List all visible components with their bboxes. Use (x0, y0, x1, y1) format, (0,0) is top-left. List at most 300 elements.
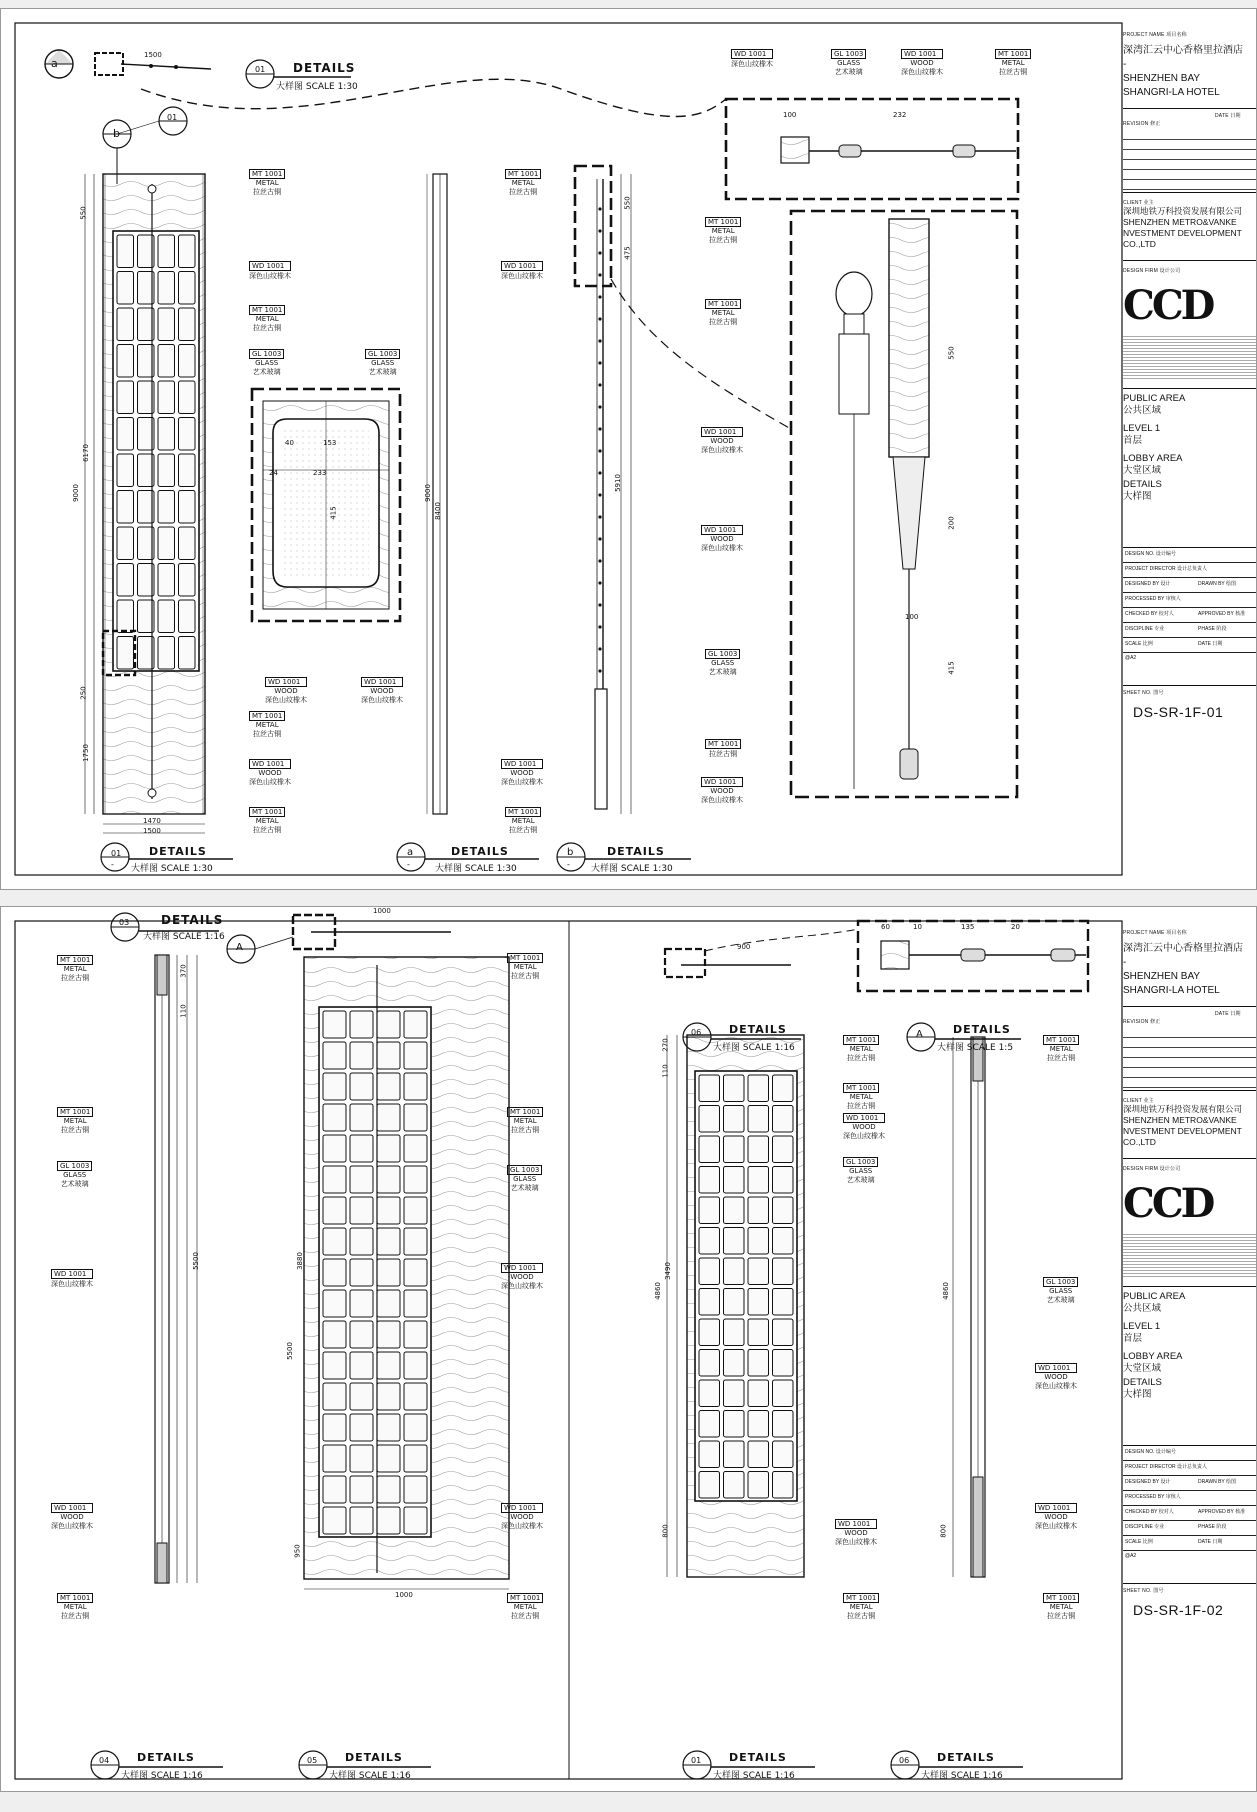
s2-label-mt-2: MT 1001 METAL 拉丝古铜 (57, 1107, 93, 1135)
glass-cell (323, 1290, 346, 1317)
glass-cell (377, 1445, 400, 1472)
client-en-2-2: NVESTMENT DEVELOPMENT CO.,LTD (1123, 1126, 1242, 1147)
glass-cell (179, 454, 196, 487)
client-cn-2: 深圳地铁万科投资发展有限公司 (1123, 1104, 1243, 1114)
glass-cell (377, 1197, 400, 1224)
title-details-05: DETAILS (345, 1751, 403, 1764)
glass-cell (404, 1507, 427, 1534)
dim-100b: 100 (905, 613, 919, 621)
fixing-point (598, 493, 601, 496)
glass-cell (179, 491, 196, 524)
glass-cell (350, 1476, 373, 1503)
fixing-point (598, 537, 601, 540)
dim-5500: 5500 (191, 1252, 200, 1270)
label-mt-5: MT 1001 METAL 拉丝古铜 (505, 169, 541, 197)
glass-cell (404, 1321, 427, 1348)
fixing-point (598, 427, 601, 430)
glass-cell (748, 1136, 769, 1163)
section-A (953, 1037, 985, 1577)
glass-cell (179, 564, 196, 597)
dim-415b: 415 (329, 506, 338, 520)
glass-cell (117, 454, 134, 487)
details-cn-2: 大样图 (1123, 1389, 1152, 1400)
glass-cell (350, 1321, 373, 1348)
label-wd-5: WD 1001 深色山纹橡木 (501, 262, 543, 280)
section-detail-large (791, 211, 1017, 797)
s2-label-gl-1: GL 1003 GLASS 艺术玻璃 (57, 1161, 92, 1189)
dim-1500: 1500 (144, 51, 162, 59)
project-en-2: SHANGRI-LA HOTEL (1123, 87, 1220, 98)
area-en-2: PUBLIC AREA (1123, 1291, 1186, 1302)
glass-cell (323, 1259, 346, 1286)
glass-cell (748, 1472, 769, 1499)
design-firm-label-2: DESIGN FIRM 设计公司 (1123, 1166, 1181, 1172)
lobby-cn-2: 大堂区域 (1123, 1363, 1162, 1374)
glass-cell (350, 1445, 373, 1472)
glass-cell (699, 1258, 720, 1285)
glass-cell (117, 491, 134, 524)
title-dash-b: - (567, 860, 570, 869)
dim-100: 100 (783, 111, 797, 119)
signature-rows-2: DESIGN NO. 设计编号 PROJECT DIRECTOR 设计总负责人 DESIGNED BY 设计 DRAWN BY 绘图 PROCESSED BY 审核人 CHECKED BY 校对人 APPROVED BY 核准 DISCIPLINE 专业 PHASE 阶段 SCALE 比例 DATE 日期 @A2 (1123, 1445, 1256, 1565)
fixing-point (598, 581, 601, 584)
s2-label-wd-7: WD 1001 WOOD 深色山纹橡木 (1035, 1364, 1077, 1390)
title-details-06: DETAILS (937, 1751, 995, 1764)
glass-cell (404, 1073, 427, 1100)
label-wd-10: WD 1001 WOOD 深色山纹橡木 (701, 526, 743, 552)
fixing-point (598, 471, 601, 474)
glass-cell (377, 1476, 400, 1503)
title-scale-05: 大样图 SCALE 1:16 (329, 1771, 411, 1781)
ccd-logo-2: CCD (1123, 1180, 1213, 1227)
glass-cell (323, 1197, 346, 1224)
lobby-cn: 大堂区域 (1123, 465, 1162, 476)
fixing-point (598, 515, 601, 518)
plan-detail-top (726, 99, 1018, 199)
elevation-04 (304, 957, 509, 1589)
sheet-no-2: DS-SR-1F-02 (1133, 1602, 1224, 1618)
glass-cell (773, 1319, 794, 1346)
glass-cell (350, 1383, 373, 1410)
dim-550c: 550 (947, 346, 956, 360)
title-marker-05: 05 (307, 1756, 318, 1765)
glass-cell (158, 235, 175, 268)
glass-cell (323, 1321, 346, 1348)
s2-label-wd-8: WD 1001 WOOD 深色山纹橡木 (1035, 1504, 1077, 1530)
project-name-label-2: PROJECT NAME 项目名称 (1123, 930, 1187, 936)
title-scale-01: 大样图 SCALE 1:30 (131, 864, 213, 874)
glass-cell (404, 1197, 427, 1224)
label-mt-10: MT 1001 拉丝古铜 (705, 739, 741, 759)
dim-3490: 3490 (663, 1262, 672, 1280)
dim-20: 20 (1011, 923, 1020, 931)
title-marker-06-top: 06 (691, 1028, 702, 1037)
title-details-01-s2: DETAILS (729, 1751, 787, 1764)
area-cn: 公共区域 (1123, 405, 1162, 416)
client-cn: 深圳地铁万科投资发展有限公司 (1123, 206, 1243, 216)
dim-60: 60 (881, 923, 890, 931)
s2-label-wd-5: WD 1001 WOOD 深色山纹橡木 (843, 1114, 885, 1140)
glass-cell (404, 1166, 427, 1193)
detail-scale-03: 大样图 SCALE 1:16 (143, 932, 225, 942)
dim-1500b: 1500 (143, 827, 161, 835)
dim-415: 415 (947, 661, 956, 675)
dim-550b: 550 (623, 196, 632, 210)
lobby-en: LOBBY AREA (1123, 453, 1183, 464)
glass-cell (179, 600, 196, 633)
dim-1470: 1470 (143, 817, 161, 825)
glass-cell (179, 637, 196, 670)
glass-cell (179, 345, 196, 378)
glass-cell (724, 1289, 745, 1316)
glass-cell (773, 1106, 794, 1133)
s2-label-wd-2: WD 1001 WOOD 深色山纹橡木 (51, 1504, 93, 1530)
label-wd-3: WD 1001 WOOD 深色山纹橡木 (361, 678, 403, 704)
glass-cell (724, 1411, 745, 1438)
glass-cell (323, 1104, 346, 1131)
glass-cell (323, 1414, 346, 1441)
revision-label-2: REVISION 修正 (1123, 1019, 1161, 1025)
date-label-2: DATE 日期 (1215, 1011, 1241, 1017)
marker-01b: 01 (167, 113, 178, 122)
client-en-2: NVESTMENT DEVELOPMENT CO.,LTD (1123, 228, 1242, 249)
glass-cell (724, 1350, 745, 1377)
glass-cell (117, 418, 134, 451)
fixing-point (598, 449, 601, 452)
glass-cell (350, 1352, 373, 1379)
s2-label-gl-3: GL 1003 GLASS 艺术玻璃 (843, 1157, 878, 1185)
fixing-point (598, 405, 601, 408)
s2-label-mt-8: MT 1001 METAL 拉丝古铜 (843, 1083, 879, 1111)
client-area (1123, 192, 1256, 250)
firm-address-block-2 (1123, 1232, 1256, 1278)
glass-cell (404, 1383, 427, 1410)
title-scale-06-top: 大样图 SCALE 1:16 (713, 1043, 795, 1053)
marker-03: 03 (119, 918, 130, 927)
glass-cell (179, 272, 196, 305)
glass-cell (350, 1073, 373, 1100)
glass-cell (724, 1441, 745, 1468)
title-details-06-top: DETAILS (729, 1023, 787, 1036)
glass-cell (377, 1166, 400, 1193)
dim-8400: 8400 (433, 502, 442, 520)
dim-4860: 4860 (653, 1282, 662, 1300)
s2-label-mt-10: MT 1001 METAL 拉丝古铜 (1043, 1035, 1079, 1063)
marker-b: b (113, 127, 120, 140)
s2-label-wd-4: WD 1001 WOOD 深色山纹橡木 (501, 1504, 543, 1530)
client-en-1: SHENZHEN METRO&VANKE (1123, 217, 1237, 227)
client-label-2: CLIENT 业主 (1123, 1098, 1154, 1104)
glass-cell (724, 1380, 745, 1407)
fixing-point (598, 339, 601, 342)
s2-label-mt-7: MT 1001 METAL 拉丝古铜 (843, 1035, 879, 1063)
glass-cell (748, 1167, 769, 1194)
glass-cell (323, 1383, 346, 1410)
area-en: PUBLIC AREA (1123, 393, 1186, 404)
sheet-no-area (1123, 685, 1256, 720)
glass-cell (117, 272, 134, 305)
label-wd-4: WD 1001 WOOD 深色山纹橡木 (249, 760, 291, 786)
title-marker-01: 01 (111, 849, 122, 858)
marker-a: a (51, 57, 58, 70)
label-mt-9: MT 1001 METAL 拉丝古铜 (705, 299, 741, 327)
glass-cell (350, 1259, 373, 1286)
revision-label: REVISION 修正 (1123, 121, 1161, 127)
glass-cell (377, 1073, 400, 1100)
glass-cell (699, 1289, 720, 1316)
dim-40: 40 (285, 439, 294, 447)
detail-scale: 大样图 SCALE 1:30 (276, 82, 358, 92)
sheet-no: DS-SR-1F-01 (1133, 704, 1224, 720)
glass-cell (699, 1075, 720, 1102)
dim-250: 250 (79, 686, 88, 700)
sheet1-drawing (1, 9, 1257, 891)
glass-cell (350, 1011, 373, 1038)
area-cn-2: 公共区域 (1123, 1303, 1162, 1314)
s2-label-mt-4: MT 1001 METAL 拉丝古铜 (507, 953, 543, 981)
glass-cell (158, 418, 175, 451)
glass-cell (323, 1507, 346, 1534)
glass-cell (158, 600, 175, 633)
glass-cell (179, 527, 196, 560)
title-marker-a: a (407, 847, 414, 858)
fixing-point (598, 317, 601, 320)
title-marker-b: b (567, 847, 574, 858)
level-en-2: LEVEL 1 (1123, 1321, 1161, 1332)
label-mt-7: MT 1001 METAL 拉丝古铜 (995, 49, 1031, 77)
s2-label-mt-3: MT 1001 METAL 拉丝古铜 (57, 1593, 93, 1621)
glass-cell (323, 1352, 346, 1379)
glass-cell (158, 454, 175, 487)
glass-cell (699, 1380, 720, 1407)
glass-cell (773, 1228, 794, 1255)
glass-cell (748, 1258, 769, 1285)
glass-cell (773, 1350, 794, 1377)
area-info-2 (1123, 1286, 1256, 1401)
dim-3880: 3880 (295, 1252, 304, 1270)
glass-cell (404, 1042, 427, 1069)
glass-cell (158, 381, 175, 414)
title-details-A: DETAILS (953, 1023, 1011, 1036)
label-wd-1: WD 1001 深色山纹橡木 (249, 262, 291, 280)
glass-cell (117, 235, 134, 268)
glass-cell (724, 1167, 745, 1194)
project-en-2-2: SHANGRI-LA HOTEL (1123, 985, 1220, 996)
project-dash: - (1123, 59, 1127, 70)
project-name-label: PROJECT NAME 项目名称 (1123, 32, 1187, 38)
design-firm-area-2 (1123, 1158, 1256, 1278)
project-en-1: SHENZHEN BAY (1123, 73, 1201, 84)
glass-cell (158, 527, 175, 560)
glass-cell (773, 1167, 794, 1194)
ccd-logo: CCD (1123, 282, 1213, 329)
glass-cell (748, 1106, 769, 1133)
glass-cell (179, 235, 196, 268)
title-details-b: DETAILS (607, 845, 665, 858)
glass-cell (323, 1011, 346, 1038)
glass-cell (158, 308, 175, 341)
dim-153: 153 (323, 439, 337, 447)
area-info (1123, 388, 1256, 503)
title-scale-A: 大样图 SCALE 1:5 (937, 1043, 1014, 1053)
glass-cell (773, 1289, 794, 1316)
glass-cell (350, 1414, 373, 1441)
glass-cell (117, 527, 134, 560)
glass-cell (748, 1289, 769, 1316)
detail-title-03: DETAILS (161, 913, 224, 927)
dim-370: 370 (179, 964, 188, 978)
title-scale-01-s2: 大样图 SCALE 1:16 (713, 1771, 795, 1781)
glass-cell (699, 1228, 720, 1255)
fixing-point (598, 559, 601, 562)
glass-cell (724, 1472, 745, 1499)
glass-cell (350, 1042, 373, 1069)
dim-10: 10 (913, 923, 922, 931)
fixing-point (598, 273, 601, 276)
title-scale-06: 大样图 SCALE 1:16 (921, 1771, 1003, 1781)
glass-cell (724, 1228, 745, 1255)
title-marker-A: A (916, 1029, 923, 1040)
glass-cell (404, 1445, 427, 1472)
label-gl-4: GL 1003 GLASS 艺术玻璃 (705, 649, 740, 677)
details-en-2: DETAILS (1123, 1377, 1162, 1388)
glass-cell (323, 1445, 346, 1472)
label-mt-8: MT 1001 METAL 拉丝古铜 (705, 217, 741, 245)
section-marker-a (45, 50, 73, 78)
glass-cell (724, 1258, 745, 1285)
dim-135: 135 (961, 923, 975, 931)
glass-cell (117, 564, 134, 597)
elevation-06 (667, 1035, 804, 1577)
drawing-sheet-2 (0, 906, 1257, 1792)
label-gl-1: GL 1003 GLASS 艺术玻璃 (249, 349, 284, 377)
title-dash-a: - (407, 860, 410, 869)
glass-cell (377, 1011, 400, 1038)
glass-cell (350, 1104, 373, 1131)
glass-cell (117, 381, 134, 414)
glass-cell (748, 1228, 769, 1255)
dim-475: 475 (623, 246, 632, 260)
glass-cell (748, 1075, 769, 1102)
glass-cell (323, 1042, 346, 1069)
title-block-2 (1123, 921, 1256, 1779)
dim-900: 900 (737, 943, 751, 951)
label-wd-6: WD 1001 WOOD 深色山纹橡木 (501, 760, 543, 786)
glass-cell (773, 1411, 794, 1438)
title-scale-b: 大样图 SCALE 1:30 (591, 864, 673, 874)
glass-cell (377, 1321, 400, 1348)
glass-cell (748, 1350, 769, 1377)
s2-label-mt-6: MT 1001 METAL 拉丝古铜 (507, 1593, 543, 1621)
glass-cell (323, 1476, 346, 1503)
glass-cell (748, 1319, 769, 1346)
glass-cell (158, 345, 175, 378)
glass-cell (323, 1073, 346, 1100)
title-marker-01-s2: 01 (691, 1756, 702, 1765)
glass-cell (377, 1228, 400, 1255)
level-cn: 首层 (1123, 435, 1143, 446)
glass-cell (724, 1106, 745, 1133)
date-label: DATE 日期 (1215, 113, 1241, 119)
glass-cell (377, 1414, 400, 1441)
glass-cell (377, 1507, 400, 1534)
revision-area-2 (1123, 1006, 1256, 1090)
glass-cell (377, 1042, 400, 1069)
title-details-01: DETAILS (149, 845, 207, 858)
dim-200: 200 (947, 516, 956, 530)
glass-cell (179, 308, 196, 341)
glass-cell (350, 1507, 373, 1534)
glass-cell (404, 1352, 427, 1379)
dim-110b: 110 (661, 1064, 670, 1078)
dim-24: 24 (269, 469, 278, 477)
glass-cell (350, 1135, 373, 1162)
label-wd-8: WD 1001 WOOD 深色山纹橡木 (901, 50, 943, 76)
glass-cell (699, 1136, 720, 1163)
elevation-01 (85, 174, 205, 833)
glass-cell (404, 1228, 427, 1255)
design-firm-area (1123, 260, 1256, 380)
s2-label-mt-9: MT 1001 METAL 拉丝古铜 (843, 1593, 879, 1621)
title-block-1 (1123, 23, 1256, 875)
glass-cell (748, 1411, 769, 1438)
dim-1750: 1750 (81, 744, 90, 762)
glass-cell (404, 1476, 427, 1503)
glass-cell (748, 1441, 769, 1468)
glass-cell (117, 345, 134, 378)
dim-5500b: 5500 (285, 1342, 294, 1360)
title-marker-04: 04 (99, 1756, 110, 1765)
glass-cell (377, 1135, 400, 1162)
marker-01: 01 (255, 65, 266, 74)
glass-cell (404, 1414, 427, 1441)
glass-cell (699, 1472, 720, 1499)
glass-cell (117, 600, 134, 633)
sheet-no-area-2 (1123, 1583, 1256, 1618)
glass-cell (323, 1135, 346, 1162)
project-cn: 深湾汇云中心香格里拉酒店 (1123, 45, 1243, 56)
dim-110: 110 (179, 1004, 188, 1018)
glass-cell (404, 1104, 427, 1131)
glass-cell (748, 1197, 769, 1224)
glass-cell (724, 1319, 745, 1346)
details-cn: 大样图 (1123, 491, 1152, 502)
glass-cell (773, 1075, 794, 1102)
glass-cell (158, 491, 175, 524)
label-wd-2: WD 1001 WOOD 深色山纹橡木 (265, 678, 307, 704)
glass-cell (404, 1135, 427, 1162)
dim-6170: 6170 (81, 444, 90, 462)
glass-cell (377, 1352, 400, 1379)
dim-5910: 5910 (613, 474, 622, 492)
project-dash-2: - (1123, 957, 1127, 968)
glass-cell (748, 1380, 769, 1407)
title-details-04: DETAILS (137, 1751, 195, 1764)
project-en-1-2: SHENZHEN BAY (1123, 971, 1201, 982)
glass-cell (699, 1441, 720, 1468)
s2-label-wd-1: WD 1001 深色山纹橡木 (51, 1270, 93, 1288)
title-scale-04: 大样图 SCALE 1:16 (121, 1771, 203, 1781)
project-cn-2: 深湾汇云中心香格里拉酒店 (1123, 943, 1243, 954)
label-wd-9: WD 1001 WOOD 深色山纹橡木 (701, 428, 743, 454)
label-gl-2: GL 1003 GLASS 艺术玻璃 (365, 349, 400, 377)
client-area-2 (1123, 1090, 1256, 1148)
s2-label-wd-3: WD 1001 WOOD 深色山纹橡木 (501, 1264, 543, 1290)
marker-A-top: A (236, 942, 243, 953)
detail-title: DETAILS (293, 61, 356, 75)
fixing-point (598, 207, 601, 210)
dim-4860b: 4860 (941, 1282, 950, 1300)
